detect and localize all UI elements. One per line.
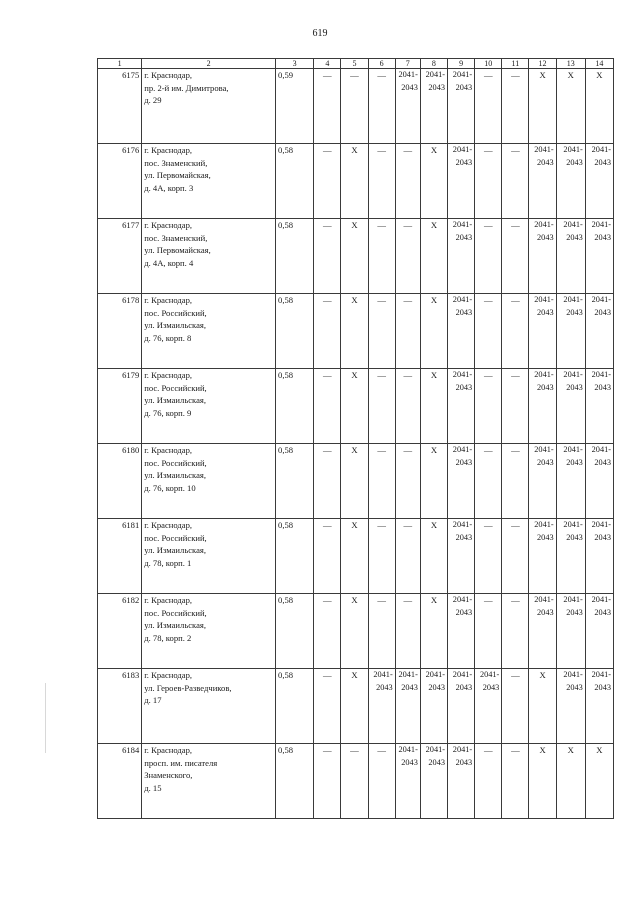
cell-line: 2041- xyxy=(373,670,393,679)
status-cell: — xyxy=(314,519,341,594)
value-cell: 0,59 xyxy=(276,69,314,144)
cell-line: г. Краснодар, xyxy=(144,670,193,680)
cell-line: 2043 xyxy=(376,682,393,692)
table-row xyxy=(98,69,614,144)
year-range-cell xyxy=(529,594,556,669)
year-range-cell xyxy=(475,669,502,744)
cell-line: д. 76, корп. 8 xyxy=(144,332,192,343)
status-cell: X xyxy=(420,519,447,594)
status-cell: — xyxy=(314,294,341,369)
cell-line: 2041- xyxy=(479,670,500,679)
year-range-cell xyxy=(448,219,475,294)
status-cell: — xyxy=(368,744,395,819)
cell-line: 2043 xyxy=(594,457,611,467)
cell-line: 2041- xyxy=(534,370,554,379)
cell-line: 2041- xyxy=(563,520,583,529)
cell-line: пос. Российский, xyxy=(144,532,207,543)
status-cell: — xyxy=(475,444,502,519)
status-cell: X xyxy=(585,744,613,819)
cell-line: д. 76, корп. 10 xyxy=(144,482,196,493)
cell-line: пос. Российский, xyxy=(144,457,207,468)
cell-line: 2041- xyxy=(452,595,473,604)
status-cell: — xyxy=(395,594,420,669)
status-cell: X xyxy=(556,744,585,819)
year-range-cell xyxy=(448,369,475,444)
column-number-row xyxy=(98,59,614,69)
address-cell xyxy=(142,219,276,294)
year-range-cell xyxy=(556,369,585,444)
year-range-cell xyxy=(556,444,585,519)
cell-line: 2043 xyxy=(566,307,583,317)
cell-line: 2041- xyxy=(591,295,611,304)
status-cell: X xyxy=(420,594,447,669)
cell-line: 2041- xyxy=(452,520,473,529)
year-range-cell xyxy=(368,669,395,744)
cell-line: 2043 xyxy=(537,607,554,617)
status-cell: — xyxy=(341,744,368,819)
cell-line: 2043 xyxy=(537,157,554,167)
status-cell: — xyxy=(395,144,420,219)
cell-line: 2041- xyxy=(563,145,583,154)
cell-line: 2043 xyxy=(401,682,418,692)
status-cell: — xyxy=(395,444,420,519)
cell-line: пос. Знаменский, xyxy=(144,157,208,168)
register-table xyxy=(97,58,614,819)
table-body xyxy=(98,59,614,819)
cell-line: г. Краснодар, xyxy=(144,145,193,155)
status-cell: — xyxy=(395,294,420,369)
year-range-cell xyxy=(448,294,475,369)
cell-line: 2041- xyxy=(534,445,554,454)
cell-line: ул. Измаильская, xyxy=(144,620,207,630)
status-cell: — xyxy=(314,69,341,144)
cell-line: г. Краснодар, xyxy=(144,595,193,605)
status-cell: X xyxy=(341,144,368,219)
cell-line: 2041- xyxy=(534,295,554,304)
status-cell: — xyxy=(368,69,395,144)
row-number-cell: 6179 xyxy=(98,369,142,444)
cell-line: 2041- xyxy=(425,670,445,679)
year-range-cell xyxy=(556,144,585,219)
status-cell: — xyxy=(502,144,529,219)
cell-line: 2043 xyxy=(455,682,473,692)
value-cell: 0,58 xyxy=(276,669,314,744)
status-cell: — xyxy=(475,69,502,144)
column-number: 12 xyxy=(529,59,556,69)
cell-line: ул. Первомайская, xyxy=(144,245,211,255)
column-number: 1 xyxy=(98,59,142,69)
cell-line: 2041- xyxy=(398,70,418,79)
year-range-cell xyxy=(585,519,613,594)
cell-line: 2041- xyxy=(534,520,554,529)
cell-line: 2043 xyxy=(537,457,554,467)
cell-line: 2041- xyxy=(534,595,554,604)
cell-line: д. 78, корп. 1 xyxy=(144,557,192,568)
year-range-cell xyxy=(420,69,447,144)
margin-mark xyxy=(45,683,46,753)
status-cell: — xyxy=(368,594,395,669)
table-row xyxy=(98,444,614,519)
status-cell: — xyxy=(314,219,341,294)
year-range-cell xyxy=(395,69,420,144)
cell-line: 2043 xyxy=(455,607,473,617)
cell-line: ул. Героев-Разведчиков, xyxy=(144,682,232,693)
cell-line: пос. Российский, xyxy=(144,607,207,618)
row-number-cell: 6182 xyxy=(98,594,142,669)
status-cell: X xyxy=(529,744,556,819)
year-range-cell xyxy=(395,669,420,744)
cell-line: 2041- xyxy=(563,670,583,679)
status-cell: X xyxy=(556,69,585,144)
status-cell: — xyxy=(368,444,395,519)
cell-line: г. Краснодар, xyxy=(144,520,193,530)
status-cell: — xyxy=(368,294,395,369)
cell-line: ул. Первомайская, xyxy=(144,170,211,180)
cell-line: 2043 xyxy=(455,307,473,317)
status-cell: — xyxy=(502,294,529,369)
cell-line: 2043 xyxy=(537,307,554,317)
column-number: 2 xyxy=(142,59,276,69)
status-cell: — xyxy=(314,369,341,444)
cell-line: 2041- xyxy=(534,145,554,154)
cell-line: 2043 xyxy=(594,307,611,317)
status-cell: X xyxy=(420,144,447,219)
cell-line: 2041- xyxy=(452,445,473,454)
status-cell: — xyxy=(368,519,395,594)
cell-line: г. Краснодар, xyxy=(144,70,193,80)
cell-line: 2043 xyxy=(428,82,445,92)
address-cell xyxy=(142,69,276,144)
value-cell: 0,58 xyxy=(276,744,314,819)
cell-line: д. 4А, корп. 3 xyxy=(144,182,194,193)
cell-line: 2043 xyxy=(401,757,418,767)
row-number-cell: 6181 xyxy=(98,519,142,594)
year-range-cell xyxy=(529,444,556,519)
cell-line: 2041- xyxy=(452,145,473,154)
status-cell: — xyxy=(502,219,529,294)
address-cell xyxy=(142,744,276,819)
column-number: 11 xyxy=(502,59,529,69)
year-range-cell xyxy=(585,669,613,744)
year-range-cell xyxy=(585,444,613,519)
status-cell: X xyxy=(529,669,556,744)
cell-line: 2041- xyxy=(591,670,611,679)
year-range-cell xyxy=(556,669,585,744)
cell-line: 2041- xyxy=(452,745,473,754)
cell-line: г. Краснодар, xyxy=(144,445,193,455)
cell-line: 2043 xyxy=(566,682,583,692)
column-number: 4 xyxy=(314,59,341,69)
cell-line: 2043 xyxy=(594,382,611,392)
cell-line: д. 29 xyxy=(144,95,162,105)
year-range-cell xyxy=(420,669,447,744)
column-number: 10 xyxy=(475,59,502,69)
year-range-cell xyxy=(448,444,475,519)
year-range-cell xyxy=(529,369,556,444)
status-cell: — xyxy=(475,219,502,294)
cell-line: ул. Измаильская, xyxy=(144,395,207,405)
cell-line: 2041- xyxy=(591,220,611,229)
cell-line: 2043 xyxy=(566,157,583,167)
row-number-cell: 6176 xyxy=(98,144,142,219)
year-range-cell xyxy=(556,519,585,594)
value-cell: 0,58 xyxy=(276,144,314,219)
year-range-cell xyxy=(448,69,475,144)
year-range-cell xyxy=(529,144,556,219)
status-cell: — xyxy=(341,69,368,144)
cell-line: просп. им. писателя xyxy=(144,757,218,768)
column-number: 6 xyxy=(368,59,395,69)
cell-line: 2041- xyxy=(591,520,611,529)
address-cell xyxy=(142,294,276,369)
cell-line: 2043 xyxy=(455,232,473,242)
address-cell xyxy=(142,669,276,744)
year-range-cell xyxy=(448,594,475,669)
status-cell: — xyxy=(314,594,341,669)
address-cell xyxy=(142,444,276,519)
cell-line: 2043 xyxy=(566,457,583,467)
status-cell: — xyxy=(368,144,395,219)
year-range-cell xyxy=(420,744,447,819)
column-number: 5 xyxy=(341,59,368,69)
cell-line: 2043 xyxy=(428,682,445,692)
year-range-cell xyxy=(448,144,475,219)
cell-line: пос. Российский, xyxy=(144,382,207,393)
cell-line: 2041- xyxy=(425,70,445,79)
status-cell: — xyxy=(395,219,420,294)
column-number: 8 xyxy=(420,59,447,69)
year-range-cell xyxy=(585,219,613,294)
row-number-cell: 6180 xyxy=(98,444,142,519)
cell-line: д. 17 xyxy=(144,695,162,705)
cell-line: 2041- xyxy=(563,445,583,454)
year-range-cell xyxy=(448,519,475,594)
cell-line: 2041- xyxy=(591,145,611,154)
page-number: 619 xyxy=(312,28,328,39)
cell-line: 2043 xyxy=(566,382,583,392)
value-cell: 0,58 xyxy=(276,219,314,294)
cell-line: 2041- xyxy=(534,220,554,229)
status-cell: — xyxy=(314,669,341,744)
cell-line: д. 78, корп. 2 xyxy=(144,632,192,643)
value-cell: 0,58 xyxy=(276,519,314,594)
cell-line: 2043 xyxy=(594,682,611,692)
table-row xyxy=(98,519,614,594)
address-cell xyxy=(142,144,276,219)
status-cell: X xyxy=(420,294,447,369)
status-cell: — xyxy=(314,144,341,219)
table-row xyxy=(98,219,614,294)
address-cell xyxy=(142,519,276,594)
column-number: 3 xyxy=(276,59,314,69)
cell-line: ул. Измаильская, xyxy=(144,320,207,330)
cell-line: 2043 xyxy=(537,382,554,392)
column-number: 14 xyxy=(585,59,613,69)
year-range-cell xyxy=(556,594,585,669)
table-row xyxy=(98,669,614,744)
cell-line: 2041- xyxy=(452,70,473,79)
status-cell: X xyxy=(341,444,368,519)
year-range-cell xyxy=(529,519,556,594)
row-number-cell: 6184 xyxy=(98,744,142,819)
status-cell: X xyxy=(341,219,368,294)
column-number: 13 xyxy=(556,59,585,69)
cell-line: 2043 xyxy=(455,757,473,767)
year-range-cell xyxy=(585,294,613,369)
cell-line: 2041- xyxy=(563,220,583,229)
cell-line: 2041- xyxy=(591,370,611,379)
cell-line: 2043 xyxy=(455,82,473,92)
cell-line: 2043 xyxy=(428,757,445,767)
cell-line: 2043 xyxy=(566,607,583,617)
status-cell: — xyxy=(502,69,529,144)
status-cell: — xyxy=(475,294,502,369)
status-cell: — xyxy=(475,594,502,669)
row-number-cell: 6178 xyxy=(98,294,142,369)
cell-line: 2041- xyxy=(452,670,473,679)
cell-line: 2043 xyxy=(455,532,473,542)
status-cell: X xyxy=(420,444,447,519)
cell-line: 2043 xyxy=(594,232,611,242)
cell-line: 2043 xyxy=(537,532,554,542)
status-cell: X xyxy=(341,294,368,369)
year-range-cell xyxy=(585,369,613,444)
status-cell: X xyxy=(341,594,368,669)
cell-line: 2043 xyxy=(594,532,611,542)
status-cell: — xyxy=(314,444,341,519)
status-cell: X xyxy=(341,669,368,744)
status-cell: — xyxy=(475,144,502,219)
cell-line: 2043 xyxy=(482,682,500,692)
cell-line: 2043 xyxy=(594,607,611,617)
cell-line: Знаменского, xyxy=(144,770,193,780)
year-range-cell xyxy=(585,144,613,219)
cell-line: 2041- xyxy=(563,295,583,304)
year-range-cell xyxy=(529,219,556,294)
cell-line: 2043 xyxy=(455,382,473,392)
year-range-cell xyxy=(556,294,585,369)
status-cell: — xyxy=(475,369,502,444)
address-cell xyxy=(142,594,276,669)
cell-line: 2041- xyxy=(452,220,473,229)
status-cell: X xyxy=(420,219,447,294)
status-cell: — xyxy=(475,744,502,819)
cell-line: пр. 2-й им. Димитрова, xyxy=(144,82,229,93)
column-number: 7 xyxy=(395,59,420,69)
cell-line: ул. Измаильская, xyxy=(144,470,207,480)
cell-line: д. 4А, корп. 4 xyxy=(144,257,194,268)
table-row xyxy=(98,294,614,369)
column-number: 9 xyxy=(448,59,475,69)
year-range-cell xyxy=(448,669,475,744)
table-row xyxy=(98,594,614,669)
cell-line: 2041- xyxy=(591,595,611,604)
cell-line: 2041- xyxy=(452,370,473,379)
cell-line: 2041- xyxy=(452,295,473,304)
cell-line: 2043 xyxy=(537,232,554,242)
cell-line: г. Краснодар, xyxy=(144,370,193,380)
cell-line: 2041- xyxy=(398,745,418,754)
status-cell: X xyxy=(529,69,556,144)
cell-line: 2041- xyxy=(591,445,611,454)
cell-line: 2041- xyxy=(563,595,583,604)
cell-line: 2041- xyxy=(398,670,418,679)
table-row xyxy=(98,744,614,819)
cell-line: пос. Знаменский, xyxy=(144,232,208,243)
cell-line: д. 76, корп. 9 xyxy=(144,407,192,418)
cell-line: 2041- xyxy=(425,745,445,754)
status-cell: — xyxy=(475,519,502,594)
table-row xyxy=(98,369,614,444)
status-cell: X xyxy=(341,519,368,594)
cell-line: ул. Измаильская, xyxy=(144,545,207,555)
year-range-cell xyxy=(448,744,475,819)
year-range-cell xyxy=(529,294,556,369)
value-cell: 0,58 xyxy=(276,369,314,444)
cell-line: г. Краснодар, xyxy=(144,295,193,305)
status-cell: — xyxy=(502,669,529,744)
cell-line: 2043 xyxy=(455,457,473,467)
status-cell: — xyxy=(395,519,420,594)
row-number-cell: 6175 xyxy=(98,69,142,144)
cell-line: г. Краснодар, xyxy=(144,220,193,230)
value-cell: 0,58 xyxy=(276,294,314,369)
status-cell: — xyxy=(502,744,529,819)
status-cell: — xyxy=(502,594,529,669)
status-cell: X xyxy=(341,369,368,444)
status-cell: — xyxy=(502,519,529,594)
status-cell: X xyxy=(420,369,447,444)
value-cell: 0,58 xyxy=(276,444,314,519)
cell-line: 2043 xyxy=(566,532,583,542)
status-cell: — xyxy=(395,369,420,444)
cell-line: 2041- xyxy=(563,370,583,379)
status-cell: — xyxy=(368,369,395,444)
table-row xyxy=(98,144,614,219)
cell-line: 2043 xyxy=(566,232,583,242)
row-number-cell: 6177 xyxy=(98,219,142,294)
row-number-cell: 6183 xyxy=(98,669,142,744)
status-cell: — xyxy=(502,369,529,444)
status-cell: — xyxy=(314,744,341,819)
year-range-cell xyxy=(395,744,420,819)
status-cell: — xyxy=(502,444,529,519)
cell-line: 2043 xyxy=(594,157,611,167)
cell-line: 2043 xyxy=(455,157,473,167)
cell-line: г. Краснодар, xyxy=(144,745,193,755)
cell-line: 2043 xyxy=(401,82,418,92)
value-cell: 0,58 xyxy=(276,594,314,669)
year-range-cell xyxy=(556,219,585,294)
address-cell xyxy=(142,369,276,444)
status-cell: — xyxy=(368,219,395,294)
year-range-cell xyxy=(585,594,613,669)
status-cell: X xyxy=(585,69,613,144)
cell-line: пос. Российский, xyxy=(144,307,207,318)
cell-line: д. 15 xyxy=(144,782,162,793)
